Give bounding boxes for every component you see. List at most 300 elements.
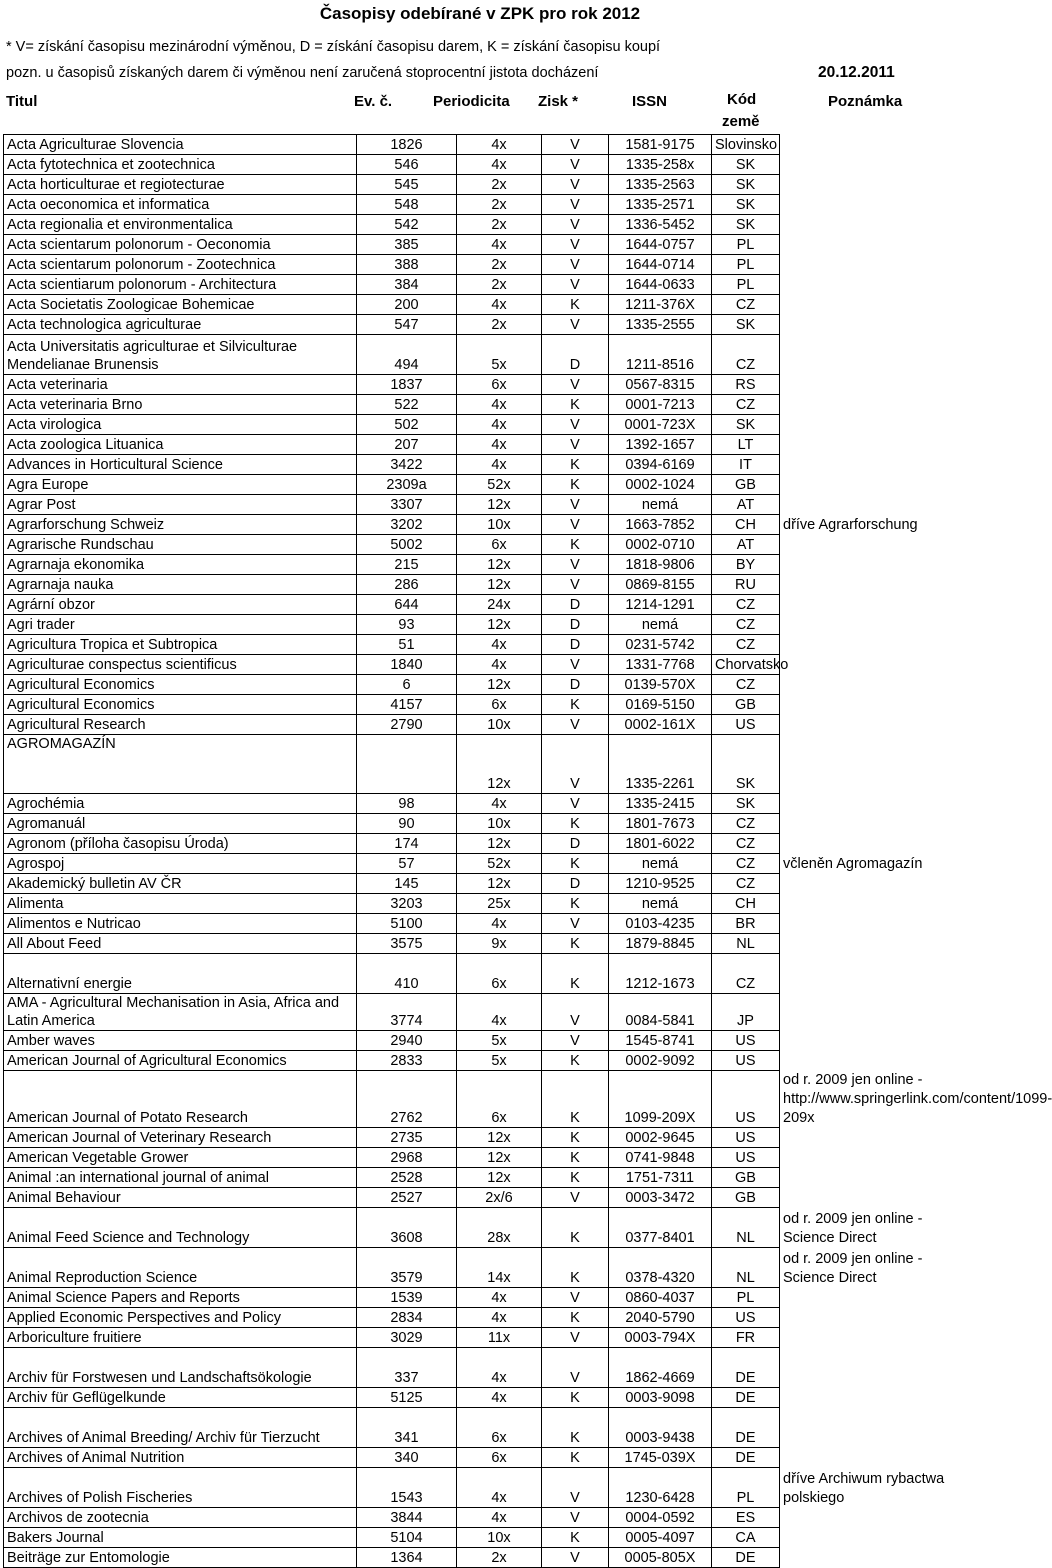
cell-country-code: AT — [712, 535, 780, 555]
cell-ev-number: 200 — [357, 295, 457, 315]
cell-acquisition: V — [542, 914, 609, 934]
cell-note — [780, 1308, 959, 1328]
cell-issn: 1392-1657 — [609, 435, 712, 455]
table-row — [4, 1548, 959, 1568]
cell-ev-number: 2968 — [357, 1148, 457, 1168]
cell-acquisition: V — [542, 794, 609, 814]
table-row — [4, 615, 959, 635]
cell-country-code: US — [712, 1071, 780, 1128]
cell-note — [780, 1168, 959, 1188]
cell-title: Acta fytotechnica et zootechnica — [4, 155, 357, 175]
cell-periodicity: 2x — [457, 195, 542, 215]
page-title: Časopisy odebírané v ZPK pro rok 2012 — [319, 4, 641, 23]
cell-note — [780, 455, 959, 475]
cell-note: dříve Agrarforschung — [783, 516, 918, 533]
cell-periodicity: 12x — [457, 495, 542, 515]
cell-issn: 1210-9525 — [609, 874, 712, 894]
cell-title: Archiv für Forstwesen und Landschaftsökologie — [4, 1348, 357, 1388]
cell-country-code: US — [712, 1148, 780, 1168]
table-row — [4, 834, 959, 854]
cell-periodicity: 12x — [457, 735, 542, 794]
cell-note — [780, 655, 959, 675]
table-row — [4, 535, 959, 555]
cell-issn: 1211-376X — [609, 295, 712, 315]
cell-issn: 1801-6022 — [609, 834, 712, 854]
cell-country-code: GB — [712, 1168, 780, 1188]
cell-issn: 0002-9092 — [609, 1051, 712, 1071]
table-row — [4, 1308, 959, 1328]
cell-acquisition: V — [542, 555, 609, 575]
cell-acquisition: V — [542, 575, 609, 595]
cell-periodicity: 4x — [457, 415, 542, 435]
cell-country-code: NL — [712, 1208, 780, 1248]
cell-country-code: GB — [712, 695, 780, 715]
availability-note: pozn. u časopisů získaných darem či výměnou není zaručená stoprocentní jistota docházení — [6, 65, 599, 81]
cell-acquisition: V — [542, 1508, 609, 1528]
cell-title: Archives of Animal Breeding/ Archiv für Tierzucht — [4, 1408, 357, 1448]
cell-title: Agriculturae conspectus scientificus — [4, 655, 357, 675]
header-poznamka: Poznámka — [828, 93, 903, 110]
table-row — [4, 1031, 959, 1051]
legend-note: * V= získání časopisu mezinárodní výměnou, D = získání časopisu darem, K = získání časopisu koupí — [6, 39, 661, 55]
cell-issn: 0003-9098 — [609, 1388, 712, 1408]
cell-title: Agricultural Economics — [4, 695, 357, 715]
cell-periodicity: 24x — [457, 595, 542, 615]
cell-acquisition: V — [542, 235, 609, 255]
cell-ev-number: 3202 — [357, 515, 457, 535]
table-row — [4, 1188, 959, 1208]
cell-issn: 1879-8845 — [609, 934, 712, 954]
cell-note — [780, 435, 959, 455]
table-row — [4, 1448, 959, 1468]
cell-periodicity: 6x — [457, 535, 542, 555]
cell-note — [780, 914, 959, 934]
cell-note: od r. 2009 jen online - Science Direct — [783, 1250, 923, 1286]
table-row — [4, 1248, 959, 1288]
cell-periodicity: 10x — [457, 1528, 542, 1548]
cell-acquisition: D — [542, 335, 609, 375]
cell-periodicity: 12x — [457, 1148, 542, 1168]
cell-ev-number: 3608 — [357, 1208, 457, 1248]
cell-acquisition: K — [542, 695, 609, 715]
cell-periodicity: 4x — [457, 1288, 542, 1308]
cell-issn: 0860-4037 — [609, 1288, 712, 1308]
table-row — [4, 215, 959, 235]
cell-issn: 1331-7768 — [609, 655, 712, 675]
cell-issn: 0103-4235 — [609, 914, 712, 934]
cell-title: Agrarnaja nauka — [4, 575, 357, 595]
cell-issn: 0378-4320 — [609, 1248, 712, 1288]
cell-ev-number: 1840 — [357, 655, 457, 675]
table-row — [4, 335, 959, 375]
cell-acquisition: D — [542, 615, 609, 635]
cell-note — [780, 315, 959, 335]
cell-periodicity: 14x — [457, 1248, 542, 1288]
cell-title: Agrar Post — [4, 495, 357, 515]
cell-country-code: CH — [712, 894, 780, 914]
cell-acquisition: V — [542, 155, 609, 175]
cell-ev-number: 2790 — [357, 715, 457, 735]
cell-title: Alternativní energie — [4, 954, 357, 994]
cell-country-code: SK — [712, 155, 780, 175]
cell-ev-number: 3575 — [357, 934, 457, 954]
cell-country-code: CZ — [712, 395, 780, 415]
cell-title: Beiträge zur Entomologie — [4, 1548, 357, 1568]
cell-country-code: PL — [712, 235, 780, 255]
table-row — [4, 495, 959, 515]
table-row — [4, 874, 959, 894]
cell-issn: 1211-8516 — [609, 335, 712, 375]
cell-country-code: SK — [712, 195, 780, 215]
cell-title: American Journal of Veterinary Research — [4, 1128, 357, 1148]
cell-acquisition: D — [542, 834, 609, 854]
table-row — [4, 814, 959, 834]
cell-issn: 0001-7213 — [609, 395, 712, 415]
cell-title: Agri trader — [4, 615, 357, 635]
cell-ev-number: 542 — [357, 215, 457, 235]
cell-issn: 0005-4097 — [609, 1528, 712, 1548]
cell-note — [780, 495, 959, 515]
table-row — [4, 1051, 959, 1071]
cell-issn: 1644-0714 — [609, 255, 712, 275]
cell-title: Acta Universitatis agriculturae et Silviculturae Mendelianae Brunensis — [4, 335, 357, 375]
table-row — [4, 715, 959, 735]
table-row — [4, 275, 959, 295]
cell-ev-number: 286 — [357, 575, 457, 595]
cell-country-code: US — [712, 1051, 780, 1071]
cell-issn: 0394-6169 — [609, 455, 712, 475]
cell-acquisition: K — [542, 1528, 609, 1548]
cell-periodicity: 6x — [457, 954, 542, 994]
cell-ev-number: 51 — [357, 635, 457, 655]
cell-note — [780, 1388, 959, 1408]
cell-note — [780, 1328, 959, 1348]
cell-note — [780, 1448, 959, 1468]
cell-periodicity: 4x — [457, 1468, 542, 1508]
table-row — [4, 794, 959, 814]
cell-periodicity: 6x — [457, 695, 542, 715]
table-row — [4, 455, 959, 475]
cell-acquisition: V — [542, 994, 609, 1031]
cell-note: včleněn Agromagazín — [783, 855, 923, 872]
cell-acquisition: V — [542, 735, 609, 794]
cell-title: Animal Science Papers and Reports — [4, 1288, 357, 1308]
cell-issn: 1335-2563 — [609, 175, 712, 195]
cell-note — [780, 535, 959, 555]
cell-title: Alimentos e Nutricao — [4, 914, 357, 934]
cell-acquisition: V — [542, 1548, 609, 1568]
cell-acquisition: K — [542, 854, 609, 874]
cell-ev-number: 337 — [357, 1348, 457, 1388]
cell-note — [780, 1148, 959, 1168]
cell-title: Animal Behaviour — [4, 1188, 357, 1208]
cell-acquisition: K — [542, 395, 609, 415]
cell-ev-number: 1539 — [357, 1288, 457, 1308]
cell-issn: 0741-9848 — [609, 1148, 712, 1168]
cell-country-code: CZ — [712, 954, 780, 994]
cell-note — [780, 575, 959, 595]
cell-periodicity: 5x — [457, 1051, 542, 1071]
cell-ev-number: 57 — [357, 854, 457, 874]
cell-note — [780, 635, 959, 655]
cell-country-code: SK — [712, 735, 780, 794]
cell-country-code: US — [712, 1308, 780, 1328]
cell-country-code: AT — [712, 495, 780, 515]
cell-acquisition: K — [542, 1448, 609, 1468]
cell-periodicity: 4x — [457, 435, 542, 455]
cell-periodicity: 4x — [457, 1308, 542, 1328]
cell-country-code: US — [712, 1031, 780, 1051]
cell-acquisition: K — [542, 455, 609, 475]
cell-periodicity: 4x — [457, 1348, 542, 1388]
cell-ev-number: 644 — [357, 595, 457, 615]
cell-issn: 0002-1024 — [609, 475, 712, 495]
cell-ev-number: 98 — [357, 794, 457, 814]
cell-note — [780, 894, 959, 914]
cell-acquisition: K — [542, 1051, 609, 1071]
table-row — [4, 135, 959, 155]
header-zisk: Zisk * — [538, 93, 579, 110]
cell-acquisition: V — [542, 1328, 609, 1348]
cell-country-code: Slovinsko — [712, 135, 780, 155]
cell-country-code: BR — [712, 914, 780, 934]
cell-title: Animal Reproduction Science — [4, 1248, 357, 1288]
cell-periodicity: 12x — [457, 1128, 542, 1148]
cell-acquisition: V — [542, 135, 609, 155]
cell-country-code: SK — [712, 175, 780, 195]
cell-ev-number: 3422 — [357, 455, 457, 475]
cell-periodicity: 4x — [457, 395, 542, 415]
cell-ev-number: 547 — [357, 315, 457, 335]
cell-country-code: LT — [712, 435, 780, 455]
table-row — [4, 295, 959, 315]
cell-country-code: RS — [712, 375, 780, 395]
table-row — [4, 595, 959, 615]
cell-acquisition: D — [542, 595, 609, 615]
header-kod: Kód — [727, 91, 757, 108]
cell-country-code: RU — [712, 575, 780, 595]
table-row — [4, 395, 959, 415]
cell-country-code: US — [712, 715, 780, 735]
table-row — [4, 1128, 959, 1148]
cell-note — [780, 135, 959, 155]
cell-acquisition: V — [542, 1468, 609, 1508]
cell-country-code: IT — [712, 455, 780, 475]
cell-country-code: Chorvatsko — [712, 655, 780, 675]
cell-note — [780, 275, 959, 295]
table-row — [4, 1388, 959, 1408]
cell-note — [780, 335, 959, 375]
table-row — [4, 1288, 959, 1308]
cell-acquisition: K — [542, 1128, 609, 1148]
cell-country-code: SK — [712, 215, 780, 235]
cell-ev-number: 2735 — [357, 1128, 457, 1148]
cell-note — [780, 1528, 959, 1548]
table-row — [4, 1468, 959, 1508]
cell-title: AMA - Agricultural Mechanisation in Asia, Africa and Latin America — [4, 994, 357, 1031]
cell-country-code: SK — [712, 315, 780, 335]
cell-issn: 0869-8155 — [609, 575, 712, 595]
cell-note — [780, 475, 959, 495]
table-row — [4, 155, 959, 175]
cell-periodicity: 12x — [457, 834, 542, 854]
cell-periodicity: 4x — [457, 295, 542, 315]
cell-periodicity: 2x — [457, 315, 542, 335]
cell-issn: 0002-0710 — [609, 535, 712, 555]
cell-country-code: US — [712, 1128, 780, 1148]
table-row — [4, 934, 959, 954]
cell-ev-number: 2762 — [357, 1071, 457, 1128]
cell-country-code: NL — [712, 1248, 780, 1288]
cell-acquisition: V — [542, 1031, 609, 1051]
cell-title: American Journal of Potato Research — [4, 1071, 357, 1128]
cell-note — [780, 715, 959, 735]
cell-issn: 1335-2555 — [609, 315, 712, 335]
cell-periodicity: 2x/6 — [457, 1188, 542, 1208]
cell-title: Acta scientarum polonorum - Oeconomia — [4, 235, 357, 255]
cell-acquisition: K — [542, 475, 609, 495]
cell-issn: 1335-2571 — [609, 195, 712, 215]
table-row — [4, 235, 959, 255]
header-titul: Titul — [6, 93, 38, 110]
cell-note — [780, 954, 959, 994]
cell-note — [780, 934, 959, 954]
cell-periodicity: 2x — [457, 255, 542, 275]
cell-acquisition: V — [542, 655, 609, 675]
table-row — [4, 315, 959, 335]
cell-country-code: DE — [712, 1548, 780, 1568]
cell-acquisition: V — [542, 315, 609, 335]
cell-issn: 1751-7311 — [609, 1168, 712, 1188]
cell-ev-number: 145 — [357, 874, 457, 894]
header-periodicita: Periodicita — [433, 93, 510, 110]
cell-title: Acta technologica agriculturae — [4, 315, 357, 335]
cell-title: Agra Europe — [4, 475, 357, 495]
cell-note — [780, 1408, 959, 1448]
table-row — [4, 435, 959, 455]
cell-ev-number: 2834 — [357, 1308, 457, 1328]
cell-ev-number: 5104 — [357, 1528, 457, 1548]
cell-country-code: CZ — [712, 814, 780, 834]
table-row — [4, 555, 959, 575]
cell-acquisition: K — [542, 1071, 609, 1128]
cell-note — [780, 1288, 959, 1308]
cell-title: Acta zoologica Lituanica — [4, 435, 357, 455]
cell-title: Acta scientarum polonorum - Zootechnica — [4, 255, 357, 275]
cell-acquisition: V — [542, 415, 609, 435]
cell-country-code: CA — [712, 1528, 780, 1548]
cell-periodicity: 4x — [457, 655, 542, 675]
cell-ev-number: 2940 — [357, 1031, 457, 1051]
cell-country-code: CZ — [712, 874, 780, 894]
cell-title: All About Feed — [4, 934, 357, 954]
cell-periodicity: 11x — [457, 1328, 542, 1348]
cell-periodicity: 12x — [457, 615, 542, 635]
cell-ev-number: 494 — [357, 335, 457, 375]
table-row — [4, 175, 959, 195]
cell-issn: 2040-5790 — [609, 1308, 712, 1328]
table-row — [4, 1208, 959, 1248]
header-zeme: země — [722, 113, 760, 130]
header-issn: ISSN — [632, 93, 668, 110]
cell-acquisition: V — [542, 715, 609, 735]
cell-periodicity: 5x — [457, 335, 542, 375]
cell-acquisition: K — [542, 934, 609, 954]
cell-country-code: CZ — [712, 635, 780, 655]
cell-acquisition: V — [542, 1288, 609, 1308]
cell-note — [780, 1508, 959, 1528]
cell-ev-number: 215 — [357, 555, 457, 575]
cell-issn: 0231-5742 — [609, 635, 712, 655]
cell-issn: 1212-1673 — [609, 954, 712, 994]
cell-ev-number: 502 — [357, 415, 457, 435]
cell-acquisition: V — [542, 375, 609, 395]
cell-ev-number: 90 — [357, 814, 457, 834]
table-row — [4, 1071, 959, 1128]
cell-note — [780, 295, 959, 315]
cell-country-code: CZ — [712, 595, 780, 615]
cell-acquisition: V — [542, 1348, 609, 1388]
cell-ev-number: 385 — [357, 235, 457, 255]
journals-table — [3, 134, 1052, 1568]
cell-acquisition: K — [542, 1148, 609, 1168]
cell-note: od r. 2009 jen online - Science Direct — [783, 1210, 923, 1246]
cell-acquisition: K — [542, 954, 609, 994]
cell-ev-number: 174 — [357, 834, 457, 854]
cell-country-code: GB — [712, 475, 780, 495]
cell-country-code: DE — [712, 1448, 780, 1468]
cell-issn: 0002-9645 — [609, 1128, 712, 1148]
cell-title: Acta veterinaria — [4, 375, 357, 395]
cell-ev-number: 5002 — [357, 535, 457, 555]
cell-acquisition: V — [542, 175, 609, 195]
cell-title: Archives of Polish Fischeries — [4, 1468, 357, 1508]
cell-periodicity: 2x — [457, 215, 542, 235]
cell-periodicity: 12x — [457, 874, 542, 894]
table-row — [4, 635, 959, 655]
cell-acquisition: K — [542, 1388, 609, 1408]
cell-ev-number: 3203 — [357, 894, 457, 914]
cell-acquisition: D — [542, 675, 609, 695]
cell-periodicity: 4x — [457, 635, 542, 655]
cell-title: Acta scientiarum polonorum - Architectura — [4, 275, 357, 295]
cell-title: Acta Societatis Zoologicae Bohemicae — [4, 295, 357, 315]
cell-acquisition: K — [542, 295, 609, 315]
cell-note — [780, 675, 959, 695]
cell-ev-number: 2309a — [357, 475, 457, 495]
cell-ev-number: 1364 — [357, 1548, 457, 1568]
cell-acquisition: K — [542, 894, 609, 914]
cell-issn: 1644-0633 — [609, 275, 712, 295]
cell-acquisition: D — [542, 874, 609, 894]
cell-title: Alimenta — [4, 894, 357, 914]
cell-note — [780, 395, 959, 415]
cell-note — [780, 155, 959, 175]
cell-country-code: PL — [712, 1288, 780, 1308]
cell-periodicity: 28x — [457, 1208, 542, 1248]
table-row — [4, 475, 959, 495]
cell-note — [780, 415, 959, 435]
table-row — [4, 854, 959, 874]
cell-ev-number: 1826 — [357, 135, 457, 155]
cell-title: Agrarnaja ekonomika — [4, 555, 357, 575]
cell-ev-number: 545 — [357, 175, 457, 195]
cell-issn: nemá — [609, 854, 712, 874]
cell-periodicity: 52x — [457, 854, 542, 874]
cell-acquisition: V — [542, 435, 609, 455]
cell-note — [780, 215, 959, 235]
cell-title: Archives of Animal Nutrition — [4, 1448, 357, 1468]
